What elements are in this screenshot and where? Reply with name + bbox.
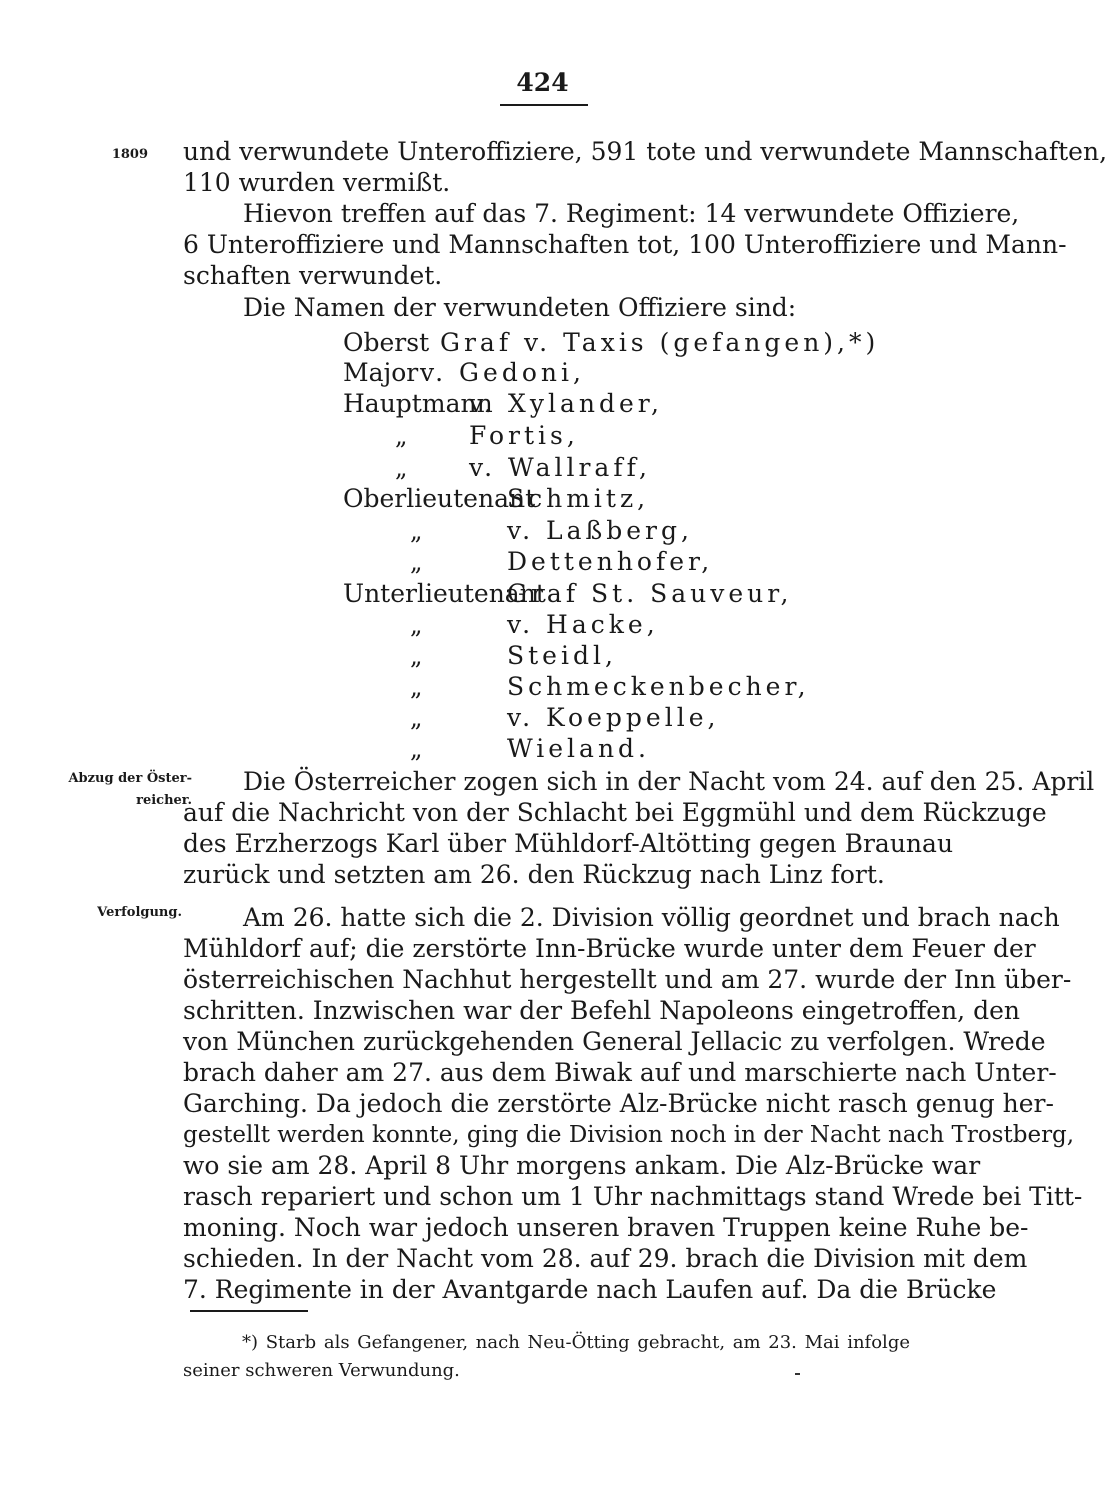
ditto-mark: „: [395, 422, 408, 450]
ditto-mark: „: [410, 517, 423, 545]
footnote-line: seiner schweren Verwundung.: [183, 1360, 460, 1381]
text-line: Garching. Da jedoch die zerstörte Alz-Brücke nicht rasch genug her-: [183, 1089, 1054, 1118]
ditto-mark: „: [410, 642, 423, 670]
text-line: schaften verwundet.: [183, 261, 443, 290]
text-line: rasch repariert und schon um 1 Uhr nachmittags stand Wrede bei Titt-: [183, 1182, 1083, 1211]
officer-rank: Oberst: [343, 328, 430, 357]
footnote-line: *) Starb als Gefangener, nach Neu-Ötting gebracht, am 23. Mai infolge: [242, 1332, 910, 1353]
officer-name: Steidl,: [507, 641, 617, 670]
ink-speck: [795, 1373, 800, 1375]
text-line: Hievon treffen auf das 7. Regiment: 14 verwundete Offiziere,: [243, 199, 1020, 228]
text-line: 6 Unteroffiziere und Mannschaften tot, 100 Unteroffiziere und Mann-: [183, 230, 1067, 259]
officer-name: v. Laßberg,: [507, 516, 693, 545]
text-line: brach daher am 27. aus dem Biwak auf und marschierte nach Unter-: [183, 1058, 1057, 1087]
margin-retreat-line2: reicher.: [136, 793, 192, 808]
ditto-mark: „: [410, 704, 423, 732]
text-line: schritten. Inzwischen war der Befehl Napoleons eingetroffen, den: [183, 996, 1020, 1025]
margin-year: 1809: [111, 147, 148, 162]
text-line: schieden. In der Nacht vom 28. auf 29. brach die Division mit dem: [183, 1244, 1028, 1273]
ditto-mark: „: [410, 548, 423, 576]
text-line: zurück und setzten am 26. den Rückzug nach Linz fort.: [183, 860, 885, 889]
officer-name: v. Hacke,: [507, 610, 659, 639]
officer-rank: Unterlieutenant: [343, 579, 546, 608]
text-line: des Erzherzogs Karl über Mühldorf-Altötting gegen Braunau: [183, 829, 954, 858]
officer-name: Schmitz,: [507, 484, 650, 513]
officer-name: Wieland.: [507, 734, 650, 763]
text-line: und verwundete Unteroffiziere, 591 tote und verwundete Mannschaften,: [183, 137, 1107, 166]
text-line: von München zurückgehenden General Jellacic zu verfolgen. Wrede: [183, 1027, 1046, 1056]
ditto-mark: „: [395, 454, 408, 482]
officer-rank: Major: [343, 358, 419, 387]
officer-name: v. Xylander,: [469, 389, 663, 418]
officer-name: v. Koeppelle,: [507, 703, 720, 732]
officer-name: Graf St. Sauveur,: [507, 579, 793, 608]
ditto-mark: „: [410, 673, 423, 701]
margin-retreat-line1: Abzug der Öster-: [68, 771, 192, 786]
officers-intro: Die Namen der verwundeten Offiziere sind:: [243, 293, 797, 322]
text-line: 110 wurden vermißt.: [183, 168, 451, 197]
officer-rank: Hauptmann: [343, 389, 493, 418]
text-line: auf die Nachricht von der Schlacht bei Eggmühl und dem Rückzuge: [183, 798, 1047, 827]
text-line: gestellt werden konnte, ging die Division noch in der Nacht nach Trostberg,: [183, 1122, 1075, 1148]
officer-name: Dettenhofer,: [507, 547, 714, 576]
page-number: 424: [516, 68, 569, 97]
footnote-rule: [190, 1310, 308, 1312]
text-line: Die Österreicher zogen sich in der Nacht vom 24. auf den 25. April: [243, 767, 1095, 796]
margin-pursuit: Verfolgung.: [97, 905, 182, 920]
ditto-mark: „: [410, 611, 423, 639]
text-line: moning. Noch war jedoch unseren braven Truppen keine Ruhe be-: [183, 1213, 1029, 1242]
officer-name: v. Wallraff,: [469, 453, 651, 482]
officer-name: Schmeckenbecher,: [507, 672, 810, 701]
officer-name: Fortis,: [469, 421, 579, 450]
text-line: 7. Regimente in der Avantgarde nach Laufen auf. Da die Brücke: [183, 1275, 997, 1304]
text-line: Am 26. hatte sich die 2. Division völlig geordnet und brach nach: [243, 903, 1060, 932]
text-line: österreichischen Nachhut hergestellt und am 27. wurde der Inn über-: [183, 965, 1072, 994]
ditto-mark: „: [410, 735, 423, 763]
page-number-rule: [500, 104, 588, 106]
officer-name: v. Gedoni,: [420, 358, 585, 387]
text-line: Mühldorf auf; die zerstörte Inn-Brücke wurde unter dem Feuer der: [183, 934, 1036, 963]
officer-name: Graf v. Taxis (gefangen),*): [440, 328, 880, 357]
officer-rank: Oberlieutenant: [343, 484, 536, 513]
text-line: wo sie am 28. April 8 Uhr morgens ankam. Die Alz-Brücke war: [183, 1151, 981, 1180]
